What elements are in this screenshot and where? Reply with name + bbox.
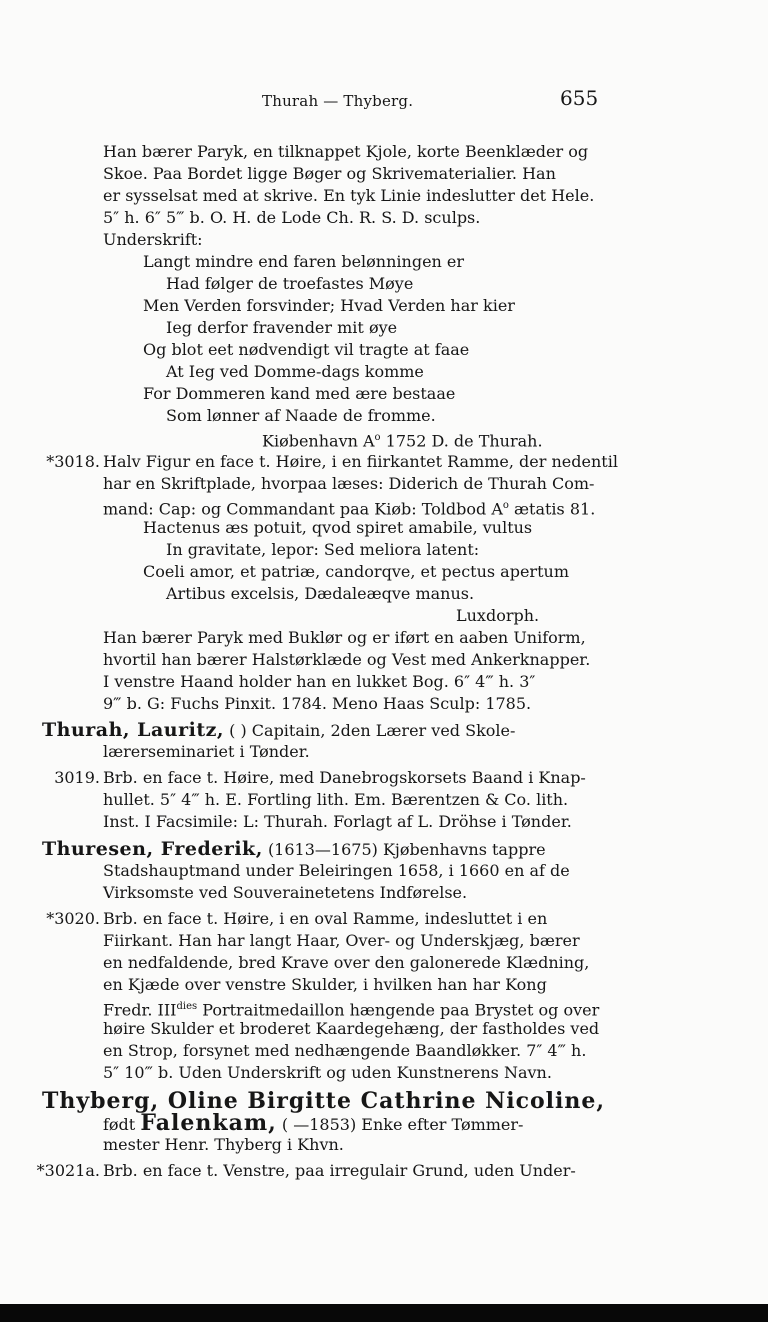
body-line: Brb. en face t. Høire, i en oval Ramme, indesluttet i en: [103, 909, 548, 928]
body-line: I venstre Haand holder han en lukket Bog. 6″ 4‴ h. 3″: [103, 672, 536, 691]
body-line: 5″ h. 6″ 5‴ b. O. H. de Lode Ch. R. S. D. sculps.: [103, 208, 481, 227]
headword-falenkam: født Falenkam, ( —1853) Enke efter Tømmer-: [103, 1110, 524, 1136]
body-line: Fiirkant. Han har langt Haar, Over- og Underskjæg, bærer: [103, 931, 580, 950]
body-line: Brb. en face t. Høire, med Danebrogskorsets Baand i Knap-: [103, 768, 586, 787]
body-line: Halv Figur en face t. Høire, i en fiirkantet Ramme, der nedentil: [103, 452, 618, 471]
body-line: er sysselsat med at skrive. En tyk Linie indeslutter det Hele.: [103, 186, 595, 205]
entry-number: *3018.: [46, 452, 100, 471]
poem-line: At Ieg ved Domme-dags komme: [166, 362, 424, 381]
poem-line: Og blot eet nødvendigt vil tragte at faae: [143, 340, 470, 359]
body-line: høire Skulder et broderet Kaardegehæng, der fastholdes ved: [103, 1019, 600, 1038]
poem-line: For Dommeren kand med ære bestaae: [143, 384, 456, 403]
body-line: har en Skriftplade, hvorpaa læses: Diderich de Thurah Com-: [103, 474, 595, 493]
body-line: Underskrift:: [103, 230, 203, 249]
body-line: en Strop, forsynet med nedhængende Baandløkker. 7″ 4‴ h.: [103, 1041, 587, 1060]
body-line: Virksomste ved Souverainetetens Indførelse.: [103, 883, 468, 902]
headword-thurah: Thurah, Lauritz, ( ) Capitain, 2den Lærer ved Skole-: [42, 719, 516, 741]
page-number: 655: [560, 86, 599, 110]
poem-line: Had følger de troefastes Møye: [166, 274, 414, 293]
headword-thuresen: Thuresen, Frederik, (1613—1675) Kjøbenhavns tappre: [42, 838, 546, 860]
scan-edge-bar: [0, 1304, 768, 1322]
body-line: mand: Cap: og Commandant paa Kiøb: Toldbod $A^o$ ætatis 81.: [103, 499, 596, 519]
body-line: Fredr. $III^{dies}$ Portraitmedaillon hængende paa Brystet og over: [103, 1000, 600, 1020]
poem-line: Langt mindre end faren belønningen er: [143, 252, 465, 271]
body-line: 5″ 10‴ b. Uden Underskrift og uden Kunstnerens Navn.: [103, 1063, 552, 1082]
body-line: mester Henr. Thyberg i Khvn.: [103, 1135, 344, 1154]
body-line: Skoe. Paa Bordet ligge Bøger og Skrivematerialier. Han: [103, 164, 556, 183]
poem-line: Som lønner af Naade de fromme.: [166, 406, 436, 425]
poem-line: Ieg derfor fravender mit øye: [166, 318, 398, 337]
body-line: Han bærer Paryk, en tilknappet Kjole, korte Beenklæder og: [103, 142, 589, 161]
body-line: en nedfaldende, bred Krave over den galonerede Klædning,: [103, 953, 590, 972]
body-line: lærerseminariet i Tønder.: [103, 742, 310, 761]
entry-number: 3019.: [54, 768, 100, 787]
poem-line: Men Verden forsvinder; Hvad Verden har kier: [143, 296, 515, 315]
body-line: Han bærer Paryk med Buklør og er iført en aaben Uniform,: [103, 628, 586, 647]
latin-line: Hactenus æs potuit, qvod spiret amabile, vultus: [143, 518, 533, 537]
body-line: en Kjæde over venstre Skulder, i hvilken han har Kong: [103, 975, 547, 994]
body-line: Inst. I Facsimile: L: Thurah. Forlagt af L. Dröhse i Tønder.: [103, 812, 572, 831]
running-title: Thurah — Thyberg.: [262, 92, 414, 110]
body-line: 9‴ b. G: Fuchs Pinxit. 1784. Meno Haas Sculp: 1785.: [103, 694, 532, 713]
poem-signature: Kiøbenhavn $A^o$ 1752 D. de Thurah.: [262, 431, 543, 451]
latin-line: In gravitate, lepor: Sed meliora latent:: [166, 540, 480, 559]
latin-line: Artibus excelsis, Dædaleæqve manus.: [166, 584, 475, 603]
body-line: Brb. en face t. Venstre, paa irregulair Grund, uden Under-: [103, 1161, 576, 1180]
latin-signature: Luxdorph.: [456, 606, 540, 625]
entry-number: *3021a.: [36, 1161, 100, 1180]
headword-thyberg: Thyberg, Oline Birgitte Cathrine Nicoline,: [42, 1088, 606, 1114]
body-line: Stadshauptmand under Beleiringen 1658, i 1660 en af de: [103, 861, 570, 880]
latin-line: Coeli amor, et patriæ, candorqve, et pectus apertum: [143, 562, 569, 581]
body-line: hvortil han bærer Halstørklæde og Vest med Ankerknapper.: [103, 650, 591, 669]
body-line: hullet. 5″ 4‴ h. E. Fortling lith. Em. Bærentzen & Co. lith.: [103, 790, 569, 809]
entry-number: *3020.: [46, 909, 100, 928]
